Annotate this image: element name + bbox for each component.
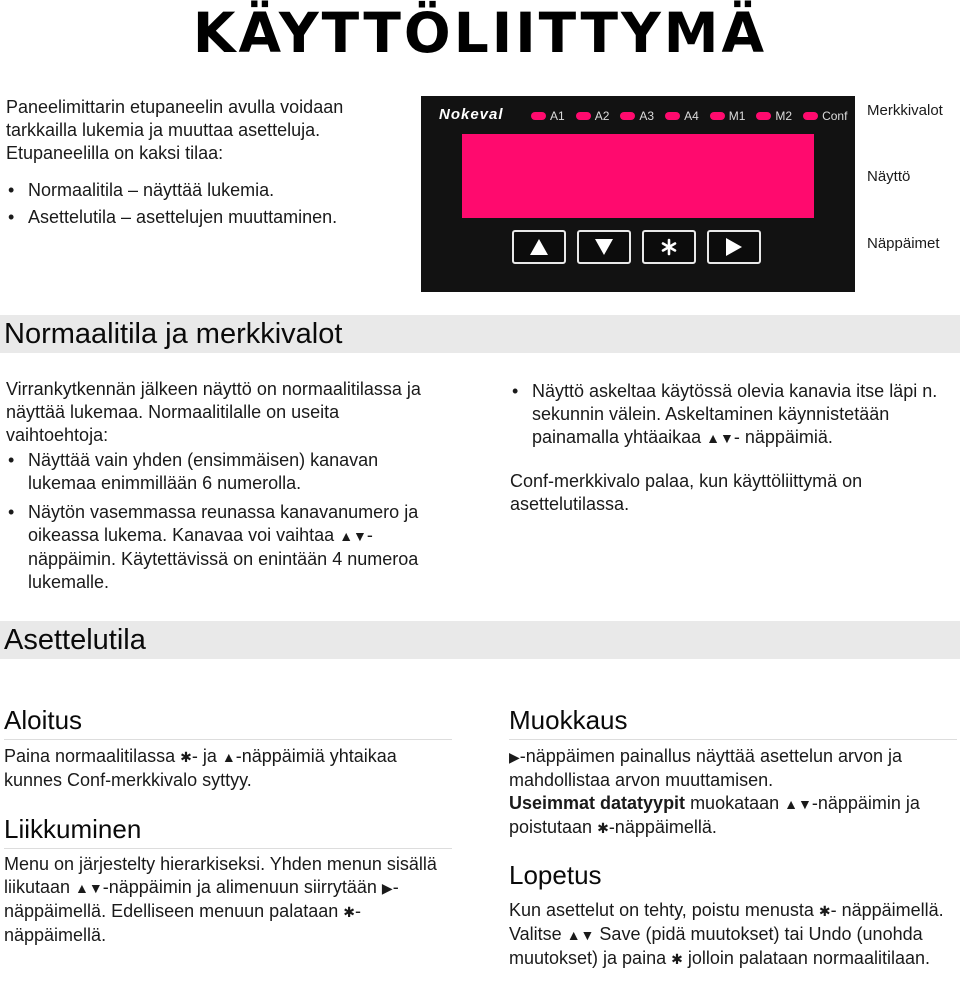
subheading-move: Liikkuminen bbox=[4, 813, 452, 849]
asterisk-key[interactable] bbox=[642, 230, 696, 264]
up-down-arrows-icon: ▲▼ bbox=[339, 528, 367, 544]
text: - ja bbox=[191, 746, 222, 766]
up-key[interactable] bbox=[512, 230, 566, 264]
down-arrow-icon bbox=[594, 238, 614, 256]
asterisk-icon: ✱ bbox=[597, 820, 609, 836]
up-down-arrows-icon: ▲▼ bbox=[75, 880, 103, 896]
text: -näppäimellä. Edelliseen menuun palataan bbox=[4, 877, 399, 921]
subheading-edit: Muokkaus bbox=[509, 704, 957, 740]
text: -näppäimellä. bbox=[4, 901, 361, 945]
mode-item-normal: • Normaalitila – näyttää lukemia. bbox=[6, 179, 406, 202]
stop-text bbox=[509, 899, 949, 971]
text: jolloin palataan normaalitilaan. bbox=[682, 948, 930, 968]
text: - näppäimiä. bbox=[733, 427, 833, 447]
up-arrow-icon bbox=[529, 238, 549, 256]
normal-options-cont bbox=[510, 380, 950, 450]
led-dot-icon bbox=[756, 112, 771, 120]
asterisk-icon: ✱ bbox=[180, 749, 192, 765]
page-title: KÄYTTÖLIITTYMÄ bbox=[192, 1, 768, 65]
up-down-arrows-icon: ▲▼ bbox=[706, 430, 734, 446]
callout-keys: Näppäimet bbox=[867, 235, 940, 252]
asterisk-icon: ✱ bbox=[343, 904, 355, 920]
led-label: Conf bbox=[822, 109, 848, 123]
move-text bbox=[4, 853, 444, 947]
text: Näytön vasemmassa reunassa kanavanumero ja oikeassa lukema. Kanavaa voi vaihtaa bbox=[28, 502, 419, 545]
section-heading-normal: Normaalitila ja merkkivalot bbox=[0, 315, 960, 353]
edit-text bbox=[509, 745, 949, 840]
text: Menu on järjestelty hierarkiseksi. Yhden menun sisällä liikutaan bbox=[4, 854, 437, 897]
text: Save (pidä muutokset) tai Undo (unohda muutokset) ja paina bbox=[509, 924, 923, 968]
led-dot-icon bbox=[620, 112, 635, 120]
led-label: A2 bbox=[594, 109, 610, 123]
right-arrow-icon bbox=[725, 237, 743, 257]
text: - näppäimellä. Valitse bbox=[509, 900, 944, 944]
led-a3 bbox=[620, 109, 654, 123]
led-m1 bbox=[710, 109, 746, 123]
mode-item-setup: • Asettelutila – asettelujen muuttaminen. bbox=[6, 206, 406, 229]
led-label: M2 bbox=[775, 109, 793, 123]
start-text bbox=[4, 745, 444, 792]
normal-option-single: • Näyttää vain yhden (ensimmäisen) kanavan lukemaa enimmillään 6 numerolla. bbox=[6, 449, 446, 495]
text: muokataan bbox=[685, 793, 785, 813]
led-conf bbox=[803, 109, 847, 123]
text: - näppäimin. Käytettävissä on enintään 4 numeroa lukemalle. bbox=[28, 525, 419, 592]
intro-section bbox=[6, 96, 406, 233]
led-m2 bbox=[756, 109, 792, 123]
device-front-panel bbox=[421, 96, 855, 292]
asterisk-icon: ✱ bbox=[818, 903, 831, 919]
text: -näppäimin ja poistutaan bbox=[509, 793, 920, 837]
up-down-arrows-icon: ▲▼ bbox=[784, 796, 812, 812]
device-display bbox=[462, 134, 814, 218]
asterisk-icon bbox=[659, 237, 679, 257]
callout-leds: Merkkivalot bbox=[867, 102, 943, 119]
led-a4 bbox=[665, 109, 699, 123]
callout-display: Näyttö bbox=[867, 168, 911, 185]
normal-option-channel bbox=[6, 501, 446, 594]
mode-list bbox=[6, 179, 406, 229]
text: Näyttö askeltaa käytössä olevia kanavia itse läpi n. sekunnin välein. Askeltaminen käynnistetään painamalla yhtäaikaa bbox=[532, 381, 938, 447]
led-label: M1 bbox=[728, 109, 746, 123]
normal-left-column bbox=[6, 378, 446, 600]
normal-right-column bbox=[510, 380, 950, 516]
bold-text: Useimmat datatyypit bbox=[509, 793, 686, 813]
asterisk-icon: ✱ bbox=[671, 951, 683, 967]
intro-text: Paneelimittarin etupaneelin avulla voidaan tarkkailla lukemia ja muuttaa asetteluja. Etupaneelilla on kaksi tilaa: bbox=[6, 97, 344, 163]
normal-option-scan bbox=[510, 380, 950, 450]
led-dot-icon bbox=[576, 112, 591, 120]
normal-options bbox=[6, 449, 446, 594]
led-label: A1 bbox=[550, 109, 565, 123]
device-keys bbox=[512, 230, 772, 264]
text: -näppäimellä. bbox=[608, 817, 717, 837]
led-dot-icon bbox=[531, 112, 546, 120]
normal-intro: Virrankytkennän jälkeen näyttö on normaalitilassa ja näyttää lukemaa. Normaalitilalle on useita vaihtoehtoja: bbox=[6, 379, 421, 445]
text: -näppäimen painallus näyttää asettelun arvon ja mahdollistaa arvon muuttamisen. bbox=[509, 746, 903, 790]
up-arrow-icon: ▲ bbox=[221, 749, 236, 765]
conf-led-note: Conf-merkkivalo palaa, kun käyttöliittymä on asettelutilassa. bbox=[510, 471, 863, 514]
up-down-arrows-icon: ▲▼ bbox=[566, 927, 595, 943]
right-arrow-icon: ▶ bbox=[509, 749, 520, 765]
down-key[interactable] bbox=[577, 230, 631, 264]
section-heading-setup: Asettelutila bbox=[0, 621, 960, 659]
brand-logo: Nokeval bbox=[439, 106, 504, 123]
led-label: A4 bbox=[684, 109, 699, 123]
led-dot-icon bbox=[665, 112, 680, 120]
right-key[interactable] bbox=[707, 230, 761, 264]
led-a2 bbox=[576, 109, 610, 123]
text: Kun asettelut on tehty, poistu menusta bbox=[509, 900, 819, 920]
led-dot-icon bbox=[710, 112, 725, 120]
subheading-stop: Lopetus bbox=[509, 860, 602, 890]
led-label: A3 bbox=[639, 109, 655, 123]
led-dot-icon bbox=[803, 112, 818, 120]
text: -näppäimin ja alimenuun siirrytään bbox=[102, 877, 382, 897]
right-arrow-icon: ▶ bbox=[381, 880, 393, 896]
subheading-start: Aloitus bbox=[4, 704, 452, 740]
text: -näppäimiä yhtaikaa kunnes Conf-merkkivalo syttyy. bbox=[4, 746, 397, 790]
indicator-leds bbox=[531, 109, 858, 123]
text: Paina normaalitilassa bbox=[4, 746, 181, 766]
led-a1 bbox=[531, 109, 565, 123]
